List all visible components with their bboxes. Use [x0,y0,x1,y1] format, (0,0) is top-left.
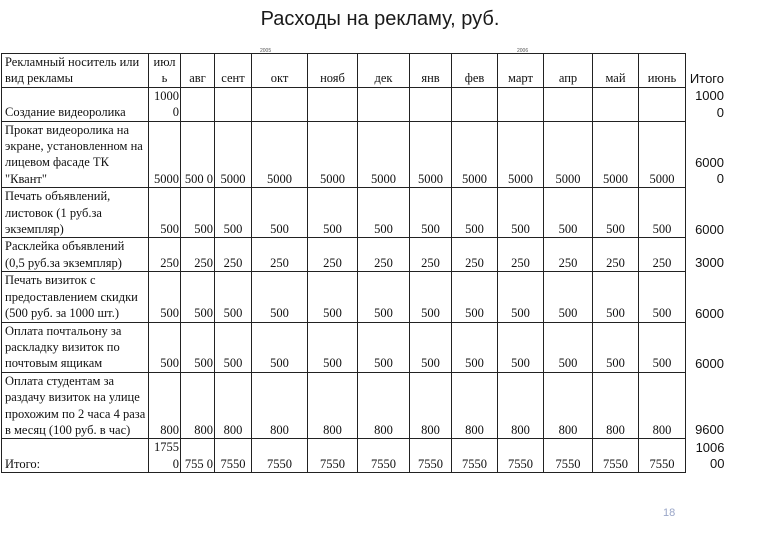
row-label: Прокат видеоролика на экране, установленном на лицевом фасаде ТК "Квант" [2,121,149,188]
month-value [544,87,593,121]
month-header: сент [215,54,252,88]
month-value: 500 [452,188,498,238]
table-row [2,439,729,473]
month-value: 7550 [452,439,498,473]
month-header: янв [410,54,452,88]
row-label: Оплата почтальону за раскладку визиток по почтовым ящикам [2,322,149,372]
month-value: 7550 [252,439,308,473]
total-header: Итого [689,70,724,86]
month-header: нояб [308,54,358,88]
month-value: 5000 [452,121,498,188]
month-value: 500 [252,322,308,372]
month-value: 250 [498,238,544,272]
row-total: 1000 0 [695,88,724,120]
month-header: апр [544,54,593,88]
table-row [2,322,729,372]
month-value: 250 [215,238,252,272]
year-mark-right: 2006 [517,48,529,54]
month-value: 7550 [544,439,593,473]
month-value: 500 [593,272,639,322]
month-value: 500 [498,188,544,238]
month-value: 800 [452,372,498,439]
month-value: 7550 [593,439,639,473]
month-value: 500 [544,188,593,238]
month-value: 800 [593,372,639,439]
month-value: 7550 [308,439,358,473]
month-value: 250 [593,238,639,272]
month-value: 500 [452,322,498,372]
row-label: Печать объявлений, листовок (1 руб.за экземпляр) [2,188,149,238]
row-label: Оплата студентам за раздачу визиток на улице прохожим по 2 часа 4 раза в месяц (100 руб. в час) [2,372,149,439]
month-value: 500 [308,188,358,238]
row-label: Создание видеоролика [2,87,149,121]
month-value: 500 [410,188,452,238]
month-value: 500 [452,272,498,322]
month-value: 5000 [544,121,593,188]
month-value: 7550 [215,439,252,473]
month-value [252,87,308,121]
month-header: май [593,54,639,88]
month-value: 500 [410,272,452,322]
month-value: 500 [639,322,686,372]
month-value: 500 [181,188,215,238]
month-value: 250 [544,238,593,272]
month-value: 800 [252,372,308,439]
month-value: 1755 0 [149,439,181,473]
month-header: окт [252,54,308,88]
table-row [2,87,729,121]
month-value: 500 [215,322,252,372]
month-value: 500 [308,272,358,322]
month-value: 500 [639,188,686,238]
month-value: 500 [544,272,593,322]
month-header: фев [452,54,498,88]
month-value: 800 [544,372,593,439]
month-value: 250 [252,238,308,272]
month-value: 5000 [149,121,181,188]
row-total: 6000 0 [695,154,724,187]
month-header: дек [358,54,410,88]
month-value: 500 [593,188,639,238]
month-value: 5000 [498,121,544,188]
month-value [410,87,452,121]
month-header: авг [181,54,215,88]
table-row [2,272,729,322]
month-value [498,87,544,121]
month-value: 250 [410,238,452,272]
month-value: 7550 [358,439,410,473]
month-value: 500 [498,322,544,372]
month-value [215,87,252,121]
label-header: Рекламный носитель или вид рекламы [2,54,149,88]
month-value: 500 [639,272,686,322]
month-value: 500 [544,322,593,372]
month-value: 500 [358,188,410,238]
month-value: 5000 [639,121,686,188]
month-value: 250 [149,238,181,272]
month-value: 7550 [410,439,452,473]
month-value: 800 [308,372,358,439]
month-value: 250 [452,238,498,272]
table-row [2,121,729,188]
month-value: 500 [252,272,308,322]
month-value: 800 [149,372,181,439]
month-value [308,87,358,121]
month-value: 250 [639,238,686,272]
month-value: 500 [252,188,308,238]
month-value: 7550 [498,439,544,473]
table-row [2,188,729,238]
table-row [2,372,729,439]
header-row [2,54,729,88]
month-header: март [498,54,544,88]
month-value: 500 [149,188,181,238]
page-number: 18 [663,507,676,519]
month-value: 5000 [410,121,452,188]
page-title: Расходы на рекламу, руб. [260,8,500,30]
month-value: 500 0 [181,121,215,188]
row-total: 3000 [695,255,724,271]
month-value: 800 [639,372,686,439]
row-total: 6000 [695,221,724,237]
month-value: 250 [181,238,215,272]
month-value [639,87,686,121]
row-total: 6000 [695,305,724,321]
month-value: 500 [181,322,215,372]
table-body [2,54,729,473]
row-label: Печать визиток с предоставлением скидки (500 руб. за 1000 шт.) [2,272,149,322]
month-value: 500 [215,188,252,238]
table-row [2,238,729,272]
month-value: 500 [308,322,358,372]
month-value [358,87,410,121]
month-header: июнь [639,54,686,88]
month-value: 7550 [639,439,686,473]
month-value: 800 [410,372,452,439]
month-value: 500 [149,322,181,372]
month-value [181,87,215,121]
month-value: 500 [181,272,215,322]
row-label: Итого: [2,439,149,473]
month-value: 800 [215,372,252,439]
row-total: 1006 00 [695,439,725,472]
month-value: 500 [358,322,410,372]
month-value: 800 [498,372,544,439]
month-value: 800 [181,372,215,439]
month-value: 5000 [252,121,308,188]
month-value [452,87,498,121]
row-total: 6000 [695,355,724,371]
month-value: 5000 [593,121,639,188]
month-value: 5000 [358,121,410,188]
month-value: 5000 [308,121,358,188]
month-value: 500 [215,272,252,322]
row-total: 9600 [695,422,724,438]
month-value: 5000 [215,121,252,188]
month-value: 500 [149,272,181,322]
month-value: 500 [410,322,452,372]
expenses-table [1,53,729,473]
month-value: 800 [358,372,410,439]
month-value: 500 [358,272,410,322]
month-value: 250 [308,238,358,272]
month-value: 250 [358,238,410,272]
month-value: 500 [593,322,639,372]
row-label: Расклейка объявлений (0,5 руб.за экземпляр) [2,238,149,272]
month-value [593,87,639,121]
month-value: 755 0 [181,439,215,473]
year-mark-left: 2005 [260,48,272,54]
month-header: июл ь [149,54,181,88]
month-value: 500 [498,272,544,322]
month-value: 1000 0 [149,87,181,121]
